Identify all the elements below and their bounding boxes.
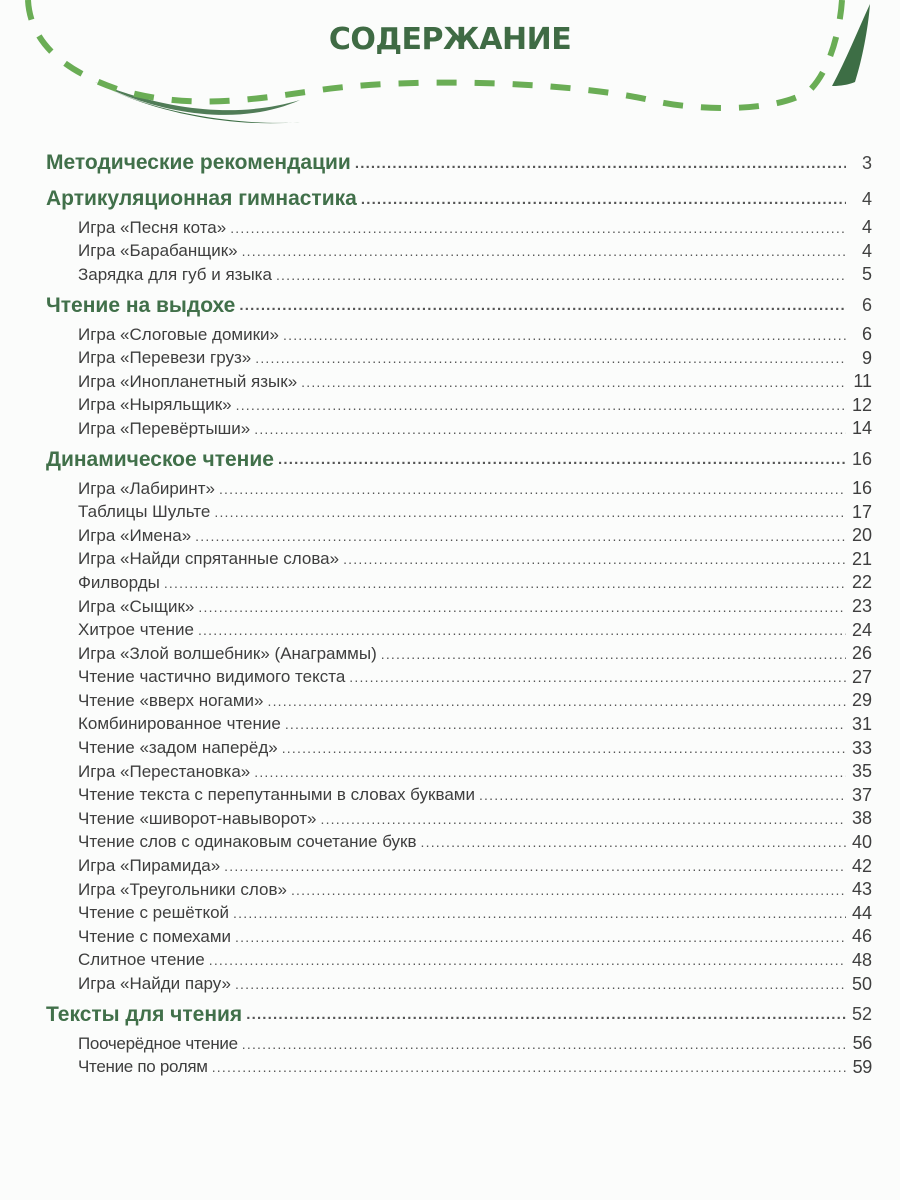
toc-item-label: Чтение частично видимого текста [78,667,346,687]
dot-leader [343,551,846,567]
toc-item[interactable] [46,925,872,949]
toc-page-number: 33 [851,737,872,758]
toc-item[interactable] [46,240,872,264]
dot-leader [267,693,846,709]
toc-heading[interactable] [46,998,872,1032]
toc-item[interactable] [46,949,872,973]
toc-item-label: Игра «Пирамида» [78,856,221,876]
toc-item[interactable] [46,1032,872,1056]
toc-item[interactable] [46,642,872,666]
toc-item-label: Филворды [78,572,160,592]
toc-item[interactable] [46,689,872,713]
toc-page-number: 37 [851,784,872,805]
toc-page-number: 59 [852,1056,872,1077]
toc-item-label: Игра «Найди спрятанные слова» [78,549,340,569]
table-of-contents [46,146,872,1079]
dot-leader [479,787,846,803]
toc-page-number: 38 [851,808,872,829]
dot-leader [235,976,846,992]
toc-heading[interactable] [46,182,872,216]
toc-item[interactable] [46,346,872,370]
dot-leader [242,1036,846,1052]
toc-page-number: 3 [861,152,872,173]
toc-item[interactable] [46,595,872,619]
dot-leader [212,1059,846,1075]
dot-leader [236,397,846,413]
dot-leader [195,528,846,544]
toc-page-number: 4 [861,240,872,261]
toc-item[interactable] [46,760,872,784]
toc-item-label: Хитрое чтение [78,620,194,640]
toc-page-number: 16 [851,449,872,470]
toc-page-number: 43 [851,879,872,900]
toc-page-number: 14 [851,418,872,439]
toc-item[interactable] [46,216,872,240]
toc-page-number: 9 [861,347,872,368]
dot-leader [164,575,846,591]
toc-item[interactable] [46,783,872,807]
dot-leader [224,858,846,874]
dot-leader [320,811,846,827]
toc-item[interactable] [46,370,872,394]
toc-item[interactable] [46,878,872,902]
toc-section-methodology [46,146,872,180]
toc-item[interactable] [46,807,872,831]
dot-leader [219,481,846,497]
dot-leader [283,327,846,343]
toc-item[interactable] [46,548,872,572]
toc-item-label: Зарядка для губ и языка [78,264,272,284]
toc-page-number: 4 [861,217,872,238]
toc-heading[interactable] [46,443,872,477]
dot-leader [361,191,846,208]
toc-item-label: Таблицы Шульте [78,502,211,522]
dot-leader [242,243,846,259]
toc-item[interactable] [46,571,872,595]
toc-page-number: 17 [851,501,872,522]
toc-item-label: Игра «Ныряльщик» [78,395,232,415]
toc-item-label: Игра «Злой волшебник» (Анаграммы) [78,643,377,663]
toc-item-label: Слитное чтение [78,950,205,970]
toc-item-label: Комбинированное чтение [78,714,281,734]
toc-page-number: 24 [851,619,872,640]
toc-item[interactable] [46,524,872,548]
dot-leader [276,267,846,283]
dot-leader [301,374,846,390]
toc-heading-title: Чтение на выдохе [46,293,236,317]
header-banner [0,0,900,140]
dot-leader [381,646,846,662]
toc-item-label: Игра «Слоговые домики» [78,324,280,344]
toc-item[interactable] [46,618,872,642]
dot-leader [254,421,846,437]
toc-page-number: 5 [861,264,872,285]
toc-item[interactable] [46,972,872,996]
toc-heading-title: Артикуляционная гимнастика [46,187,357,210]
toc-item[interactable] [46,323,872,347]
dot-leader [355,155,846,172]
toc-item-label: Игра «Имена» [78,525,192,545]
dot-leader [278,451,846,468]
toc-section-dynamic-reading [46,443,872,996]
toc-page-number: 56 [852,1033,872,1054]
dot-leader [254,764,846,780]
dot-leader [349,669,846,685]
dot-leader [214,504,846,520]
toc-item-label: Игра «Барабанщик» [78,241,238,261]
dot-leader [233,905,846,921]
toc-item-label: Чтение «вверх ногами» [78,690,264,710]
toc-item-label: Игра «Песня кота» [78,217,227,237]
toc-page-number: 46 [851,926,872,947]
toc-item-label: Чтение текста с перепутанными в словах буквами [78,785,475,805]
dot-leader [198,599,846,615]
toc-heading[interactable] [46,289,872,323]
toc-page-number: 42 [851,855,872,876]
toc-item-label: Игра «Инопланетный язык» [78,371,298,391]
toc-page-number: 26 [851,643,872,664]
dot-leader [235,929,846,945]
toc-item-label: Чтение «задом наперёд» [78,738,278,758]
toc-heading-title: Динамическое чтение [46,447,274,471]
toc-item-label: Чтение по ролям [78,1057,208,1077]
toc-page-number: 35 [851,761,872,782]
toc-item-label: Игра «Перевёртыши» [78,418,251,438]
toc-page-number: 23 [851,596,872,617]
toc-page-number: 22 [851,572,872,593]
toc-item[interactable] [46,901,872,925]
decorative-swoosh-icon [0,0,900,140]
dot-leader [421,834,846,850]
toc-page-number: 4 [861,188,872,209]
toc-item-label: Игра «Найди пару» [78,974,231,994]
toc-item-label: Поочерёдное чтение [78,1033,238,1053]
toc-item-label: Игра «Лабиринт» [78,478,215,498]
toc-item[interactable] [46,713,872,737]
toc-item[interactable] [46,1055,872,1079]
toc-item-label: Чтение с решёткой [78,903,230,923]
toc-item[interactable] [46,263,872,287]
toc-page-number: 48 [851,949,872,970]
dot-leader [198,622,846,638]
toc-page-number: 21 [851,548,872,569]
toc-item-label: Игра «Треугольники слов» [78,879,287,899]
toc-item[interactable] [46,831,872,855]
toc-heading-title: Тексты для чтения [46,1002,243,1026]
dot-leader [230,220,846,236]
dot-leader [239,297,846,314]
toc-page-number: 6 [861,324,872,345]
toc-page-number: 12 [851,394,872,415]
dot-leader [282,740,846,756]
dot-leader [246,1006,846,1023]
toc-item-label: Чтение «шиворот-навыворот» [78,808,317,828]
dot-leader [209,952,846,968]
toc-page-number: 11 [853,371,872,392]
toc-item[interactable] [46,394,872,418]
toc-section-articulation [46,182,872,287]
page-title: СОДЕРЖАНИЕ [328,22,572,57]
toc-item-label: Игра «Сыщик» [78,596,195,616]
toc-page-number: 31 [851,713,872,734]
toc-item-label: Игра «Перевези груз» [78,348,252,368]
dot-leader [255,350,846,366]
toc-item[interactable] [46,736,872,760]
toc-heading-title: Методические рекомендации [46,151,351,174]
toc-heading[interactable] [46,146,872,180]
dot-leader [285,716,846,732]
toc-page-number: 29 [851,690,872,711]
toc-page-number: 52 [851,1004,872,1025]
toc-page-number: 40 [851,831,872,852]
toc-item[interactable] [46,500,872,524]
toc-page-number: 50 [851,973,872,994]
toc-page-number: 6 [861,295,872,316]
toc-item-label: Игра «Перестановка» [78,761,251,781]
toc-section-exhale-reading [46,289,872,441]
toc-page-number: 27 [851,666,872,687]
toc-page-number: 16 [851,478,872,499]
toc-page-number: 44 [851,902,872,923]
toc-page-number: 20 [851,525,872,546]
toc-item[interactable] [46,854,872,878]
toc-item[interactable] [46,417,872,441]
toc-item[interactable] [46,666,872,690]
toc-item-label: Чтение слов с одинаковым сочетание букв [78,832,417,852]
dot-leader [291,882,846,898]
toc-section-reading-texts [46,998,872,1079]
toc-item-label: Чтение с помехами [78,926,232,946]
toc-item[interactable] [46,477,872,501]
